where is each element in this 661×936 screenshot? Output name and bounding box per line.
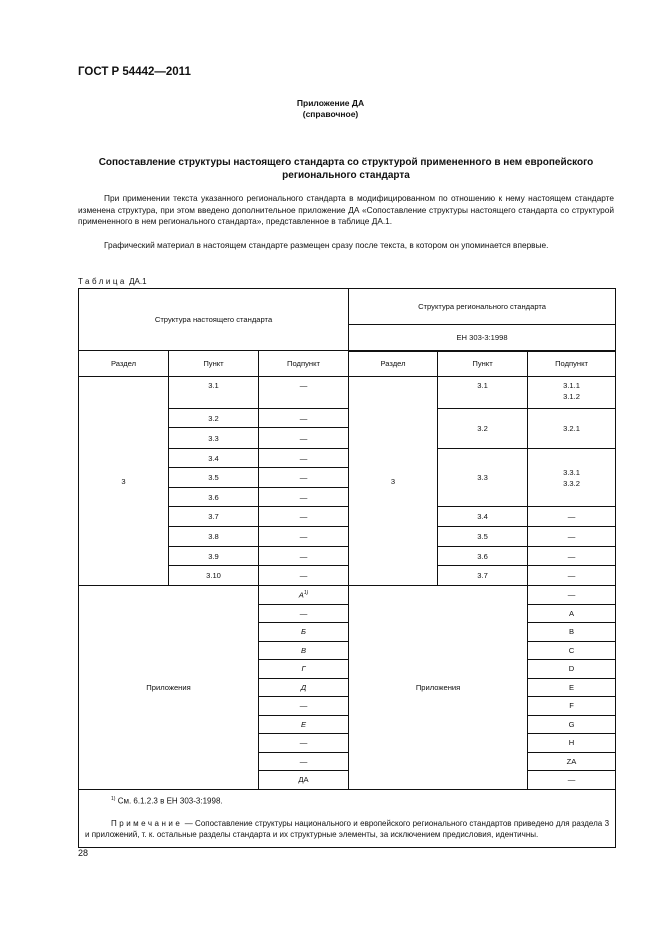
- appendix-letter: —: [299, 756, 308, 766]
- appendix-cell: [259, 715, 349, 734]
- appendix-cell: [259, 752, 349, 771]
- section-title: Сопоставление структуры настоящего стандарта со структурой примененного в нем европейского регионального стандарта: [98, 157, 594, 181]
- subitem-cell: [528, 409, 616, 449]
- item-cell: 3.1: [169, 377, 259, 409]
- right-standard: ЕН 303-3:1998: [349, 325, 616, 351]
- appendix-cell: [259, 586, 349, 605]
- appendix-cell: [259, 697, 349, 716]
- appendix-cell: [259, 604, 349, 623]
- footnote-mark: 1): [303, 590, 309, 597]
- appendix-letter: —: [299, 738, 308, 748]
- appendix-letter: В: [300, 645, 307, 655]
- subitem: —: [567, 532, 576, 541]
- appendix-cell: [259, 660, 349, 679]
- column-header: Пункт: [438, 351, 528, 377]
- appendix-title: Приложение ДА: [296, 98, 365, 108]
- appendix-letter: —: [299, 608, 308, 618]
- appendix-heading: [0, 98, 661, 120]
- table-caption: Таблица ДА.1: [78, 277, 147, 286]
- appendix-cell: E: [528, 678, 616, 697]
- appendix-letter: Б: [301, 627, 306, 637]
- subitem-cell: —: [259, 409, 349, 428]
- subitem-cell: —: [259, 547, 349, 566]
- subitem: 3.3.2: [563, 478, 580, 488]
- appendix-letter: ДА: [298, 775, 309, 785]
- paragraph: При применении текста указанного регионального стандарта в модифицированном по отношению к нему настоящем стандарте изменена структура, при этом введено дополнительное приложение ДА «Сопоставление структуры настоящего стандарта со структурой примененного в нем регионального стандарта», представленное в таблице ДА.1.: [78, 193, 614, 226]
- appendix-cell: [259, 678, 349, 697]
- subitem: 3.1.1: [563, 381, 580, 390]
- appendix-cell: A: [528, 604, 616, 623]
- subitem-cell: —: [259, 449, 349, 468]
- appendix-cell: ZA: [528, 752, 616, 771]
- item-cell: 3.5: [438, 527, 528, 547]
- subitem-cell: [528, 527, 616, 547]
- table-row: [79, 586, 616, 605]
- section-cell: 3: [79, 377, 169, 586]
- appendix-cell: [259, 641, 349, 660]
- appendix-cell: [259, 623, 349, 642]
- appendix-cell: D: [528, 660, 616, 679]
- item-cell: 3.2: [438, 409, 528, 449]
- section-cell: 3: [349, 377, 438, 586]
- item-cell: 3.9: [169, 547, 259, 566]
- subitem-cell: [528, 566, 616, 586]
- table-footer: [79, 789, 616, 847]
- item-cell: 3.2: [169, 409, 259, 428]
- page-number: 28: [78, 848, 89, 858]
- appendix-letter: —: [299, 701, 308, 711]
- item-cell: 3.4: [438, 507, 528, 527]
- appendices-label: Приложения: [349, 586, 528, 790]
- item-cell: 3.10: [169, 566, 259, 586]
- subitem-cell: —: [259, 468, 349, 488]
- subitem-cell: [528, 507, 616, 527]
- column-header: Подпункт: [528, 351, 616, 377]
- column-header: Пункт: [169, 351, 259, 377]
- subitem-cell: —: [259, 527, 349, 547]
- subitem-cell: [528, 449, 616, 507]
- appendix-subtitle: (справочное): [302, 109, 359, 119]
- subitem: —: [567, 512, 576, 521]
- item-cell: 3.6: [438, 547, 528, 566]
- subitem-cell: —: [259, 566, 349, 586]
- comparison-table: [78, 288, 616, 848]
- item-cell: 3.1: [438, 377, 528, 409]
- appendix-cell: —: [528, 771, 616, 790]
- subitem: 3.2.1: [563, 424, 580, 433]
- item-cell: 3.5: [169, 468, 259, 488]
- table-note: Примечание — Сопоставление структуры национального и европейского регионального стандартов приведено для раздела 3 и приложений, т. к. остальные разделы стандарта и их структурные элементы, за исключением предисловия, идентичны.: [85, 818, 610, 840]
- appendix-letter: Е: [300, 719, 307, 729]
- appendices-label: Приложения: [79, 586, 259, 790]
- item-cell: 3.3: [169, 428, 259, 449]
- appendix-letter: Г: [301, 664, 306, 674]
- footnote: $^{1)}$ См. 6.1.2.3 в ЕН 303-3:1998.: [111, 795, 223, 806]
- appendix-cell: F: [528, 697, 616, 716]
- appendix-cell: B: [528, 623, 616, 642]
- appendix-cell: G: [528, 715, 616, 734]
- column-header: Подпункт: [259, 351, 349, 377]
- item-cell: 3.3: [438, 449, 528, 507]
- subitem-cell: —: [259, 377, 349, 409]
- appendix-cell: —: [528, 586, 616, 605]
- subitem: 3.3.1: [563, 467, 580, 477]
- appendix-cell: [259, 771, 349, 790]
- item-cell: 3.6: [169, 488, 259, 507]
- left-header: Структура настоящего стандарта: [79, 289, 349, 351]
- right-header: Структура регионального стандарта: [349, 289, 616, 325]
- subitem: 3.1.2: [563, 392, 580, 401]
- subitem-cell: —: [259, 488, 349, 507]
- column-header: Раздел: [79, 351, 169, 377]
- column-header: Раздел: [349, 351, 438, 377]
- appendix-cell: [259, 734, 349, 753]
- item-cell: 3.4: [169, 449, 259, 468]
- subitem-cell: —: [259, 428, 349, 449]
- appendix-cell: C: [528, 641, 616, 660]
- appendix-letter: Д: [300, 682, 307, 692]
- appendix-letter: А: [298, 591, 304, 601]
- subitem: —: [567, 571, 576, 580]
- item-cell: 3.7: [438, 566, 528, 586]
- table-row: [79, 377, 616, 409]
- item-cell: 3.7: [169, 507, 259, 527]
- subitem: —: [567, 551, 576, 561]
- subitem-cell: —: [259, 507, 349, 527]
- document-code: ГОСТ Р 54442—2011: [78, 66, 191, 78]
- appendix-cell: H: [528, 734, 616, 753]
- subitem-cell: [528, 547, 616, 566]
- subitem-cell: [528, 377, 616, 409]
- item-cell: 3.8: [169, 527, 259, 547]
- paragraph: Графический материал в настоящем стандарте размещен сразу после текста, в котором он упоминается впервые.: [104, 240, 549, 250]
